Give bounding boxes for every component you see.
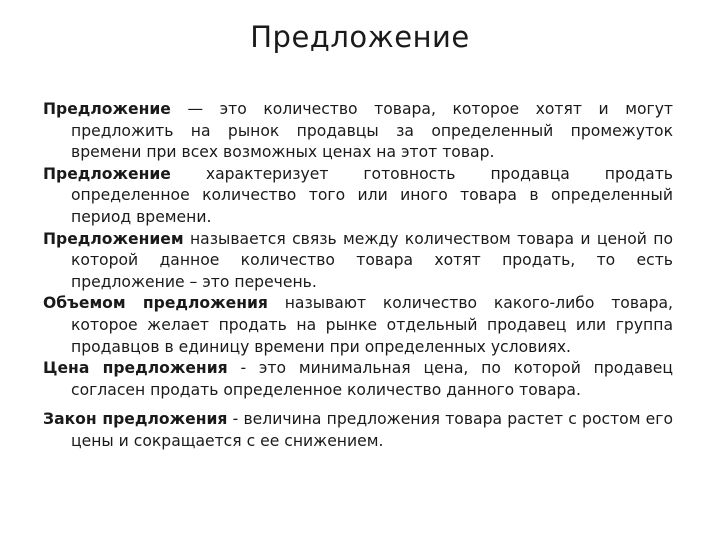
definition-text: называют количество какого-либо товара, которое желает продать на рынке отдельный продавец или группа продавцов в единицу времени при определенных условиях. [71,294,673,356]
definition-paragraph [43,358,673,401]
definition-term: Объемом предложения [43,294,268,313]
definition-paragraph [43,99,673,164]
definition-text: называется связь между количеством товара и ценой по которой данное количество товара хотят продать, то есть предложение – это перечень. [71,229,673,291]
definition-paragraph [43,164,673,229]
definition-paragraph [43,293,673,358]
definition-term: Цена предложения [43,359,228,378]
slide-body [43,99,673,453]
definition-term: Предложение [43,100,171,118]
definition-text: — это количество товара, которое хотят и могут предложить на рынок продавцы за определенный промежуток времени при всех возможных ценах на этот товар. [71,100,673,162]
definition-term: Предложением [43,229,184,248]
definition-term: Предложение [43,164,171,183]
definition-text: - это минимальная цена, по которой продавец согласен продать определенное количество данного товара. [71,359,673,399]
law-term: Закон предложения [43,410,228,429]
definition-paragraph [43,229,673,294]
law-text: - величина предложения товара растет с ростом его цены и сокращается с ее снижением. [71,410,673,450]
definition-text: характеризует готовность продавца продать определенное количество того или иного товара в определенный период времени. [71,164,673,226]
slide-title: Предложение [250,20,470,54]
law-paragraph [43,409,673,452]
